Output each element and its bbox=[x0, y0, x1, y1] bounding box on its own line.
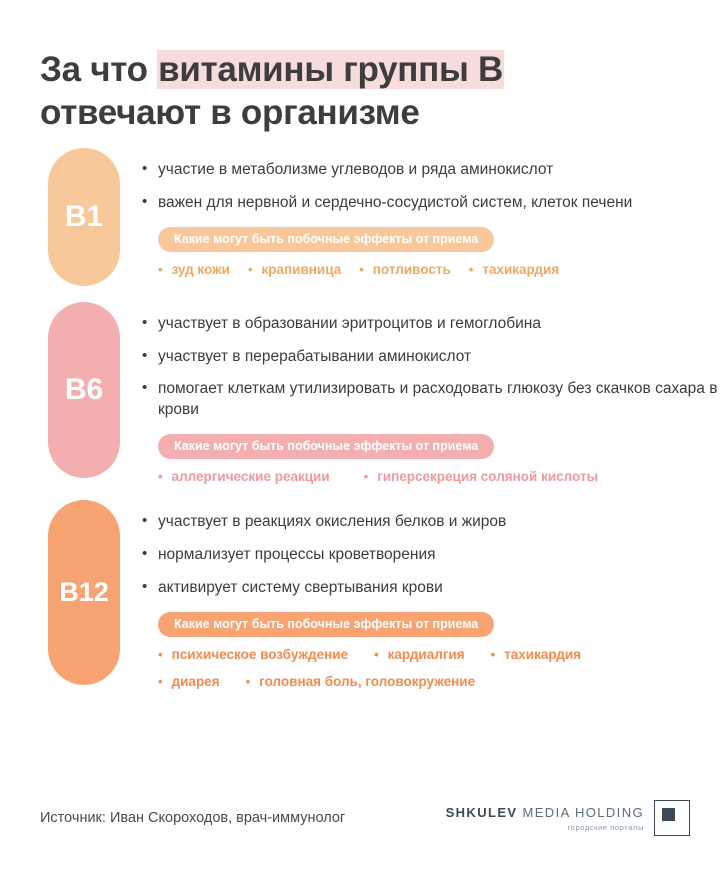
logo-main-line bbox=[446, 805, 644, 820]
title-line1-pre: За что bbox=[40, 50, 158, 90]
effects-list-b6 bbox=[158, 469, 727, 484]
effect-item bbox=[158, 674, 220, 689]
vitamin-badge-b6: B6 bbox=[48, 302, 120, 478]
bullet-dot-icon: • bbox=[247, 262, 253, 278]
effect-label: зуд кожи bbox=[171, 262, 230, 278]
list-item: • участвует в образовании эритроцитов и гемоглобина bbox=[142, 314, 727, 335]
effect-item bbox=[364, 469, 598, 484]
effect-item bbox=[158, 262, 230, 277]
bullet-dot-icon: • bbox=[363, 469, 369, 485]
section-b1 bbox=[0, 148, 727, 286]
side-effects-label-b1: Какие могут быть побочные эффекты от приема bbox=[158, 227, 494, 252]
bullet-dot-icon: • bbox=[158, 469, 163, 485]
section-b6-body bbox=[142, 302, 727, 484]
list-item: • участие в метаболизме углеводов и ряда аминокислот bbox=[142, 160, 727, 181]
vitamin-badge-b12: B12 bbox=[48, 500, 120, 685]
bullet-dot-icon: • bbox=[374, 647, 379, 663]
bullet-dot-icon: • bbox=[245, 674, 251, 690]
effect-item bbox=[469, 262, 559, 277]
effect-label: тахикардия bbox=[504, 647, 582, 663]
side-effects-label-b6: Какие могут быть побочные эффекты от приема bbox=[158, 434, 494, 459]
bullet-dot-icon: • bbox=[359, 262, 364, 278]
effect-label: тахикардия bbox=[482, 262, 560, 278]
effects-list-b1 bbox=[158, 262, 727, 277]
section-b12-body bbox=[142, 500, 727, 689]
publisher-logo bbox=[446, 800, 690, 836]
effect-item bbox=[248, 262, 341, 277]
logo-square-icon bbox=[654, 800, 690, 836]
bullet-list-b12 bbox=[142, 512, 727, 598]
effects-list-b12-row2 bbox=[158, 674, 727, 689]
page-title bbox=[40, 49, 690, 134]
effect-item bbox=[246, 674, 476, 689]
section-b1-body bbox=[142, 148, 727, 277]
side-effects-label-b12: Какие могут быть побочные эффекты от приема bbox=[158, 612, 494, 637]
effect-label: диарея bbox=[171, 674, 220, 690]
section-b12 bbox=[0, 500, 727, 689]
effect-label: потливость bbox=[372, 262, 451, 278]
vitamin-sections bbox=[0, 148, 727, 705]
list-item: • важен для нервной и сердечно-сосудистой систем, клеток печени bbox=[142, 193, 727, 214]
effects-list-b12 bbox=[158, 647, 727, 662]
list-item: • активирует систему свертывания крови bbox=[142, 578, 727, 599]
effect-label: кардиалгия bbox=[387, 647, 465, 663]
bullet-list-b1 bbox=[142, 160, 727, 213]
vitamin-badge-b1: B1 bbox=[48, 148, 120, 286]
logo-suffix: MEDIA HOLDING bbox=[517, 804, 644, 820]
effect-label: аллергические реакции bbox=[171, 469, 330, 485]
effect-item bbox=[359, 262, 451, 277]
footer bbox=[40, 800, 690, 836]
bullet-dot-icon: • bbox=[158, 262, 163, 278]
source-text: Источник: Иван Скороходов, врач-иммунолог bbox=[40, 810, 346, 826]
title-line1-highlight: витамины группы В bbox=[158, 50, 503, 90]
effect-label: психическое возбуждение bbox=[171, 647, 349, 663]
bullet-dot-icon: • bbox=[158, 647, 163, 663]
bullet-dot-icon: • bbox=[158, 674, 163, 690]
bullet-list-b6 bbox=[142, 314, 727, 420]
list-item: • участвует в реакциях окисления белков и жиров bbox=[142, 512, 727, 533]
list-item: • помогает клеткам утилизировать и расходовать глюкозу без скачков сахара в крови bbox=[142, 379, 727, 420]
logo-text bbox=[446, 805, 644, 832]
section-b6 bbox=[0, 302, 727, 484]
list-item: • участвует в перерабатывании аминокислот bbox=[142, 347, 727, 368]
effect-label: головная боль, головокружение bbox=[259, 674, 476, 690]
bullet-dot-icon: • bbox=[490, 647, 496, 663]
logo-brand: SHKULEV bbox=[445, 804, 518, 820]
logo-subtitle: городские порталы bbox=[567, 822, 644, 832]
list-item: • нормализует процессы кроветворения bbox=[142, 545, 727, 566]
effect-label: крапивница bbox=[261, 262, 342, 278]
effect-item bbox=[158, 647, 348, 662]
effect-item bbox=[374, 647, 465, 662]
title-line2: отвечают в организме bbox=[40, 93, 420, 133]
effect-label: гиперсекреция соляной кислоты bbox=[377, 469, 599, 485]
effect-item bbox=[158, 469, 330, 484]
bullet-dot-icon: • bbox=[468, 262, 474, 278]
effect-item bbox=[491, 647, 581, 662]
